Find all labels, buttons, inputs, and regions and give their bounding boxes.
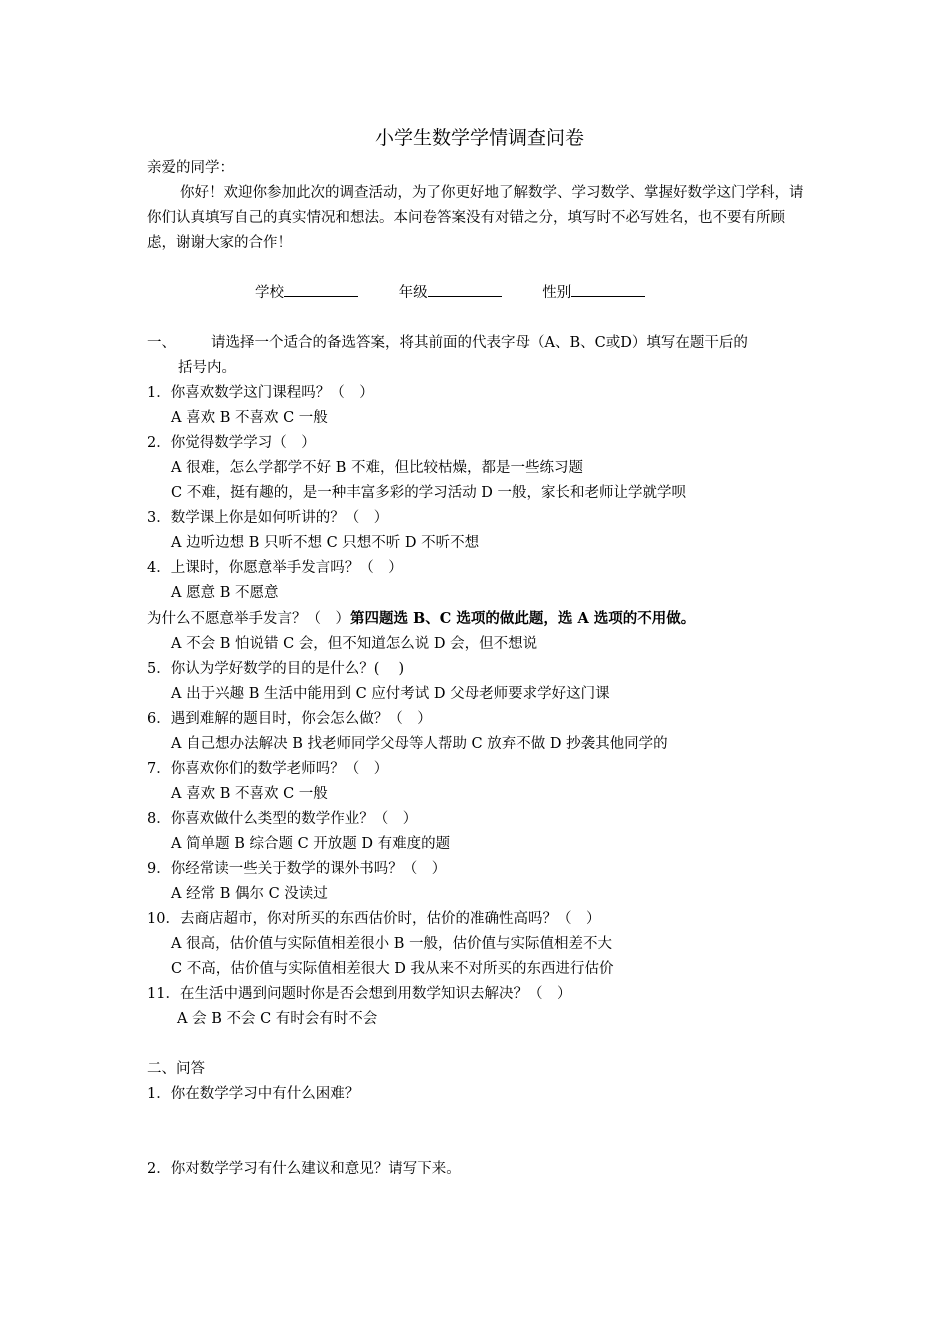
question-10-options-a-b: A 很高，估价值与实际值相差很小 B 一般，估价值与实际值相差不大: [171, 936, 612, 952]
question-11-options: A 会 B 不会 C 有时会有时不会: [177, 1011, 378, 1027]
question-7: 7．你喜欢你们的数学老师吗？（ ）: [147, 761, 389, 777]
section1-instruction-line1: 请选择一个适合的备选答案，将其前面的代表字母（A、B、C或D）填写在题干后的: [211, 335, 748, 351]
gender-label: 性别: [542, 285, 572, 301]
page-title: 小学生数学学情调查问卷: [374, 127, 584, 149]
intro-paragraph: 你好！欢迎你参加此次的调查活动，为了你更好地了解数学、学习数学、掌握好数学这门学科，请你们认真填写自己的真实情况和想法。本问卷答案没有对错之分，填写时不必写姓名，也不要有所顾虑，谢谢大家的合作！: [147, 185, 804, 251]
question-3: 3．数学课上你是如何听讲的？（ ）: [147, 510, 389, 526]
questionnaire-page: [147, 120, 812, 1182]
student-info-row: [147, 281, 812, 306]
question-4b-note: 第四题选 B、C 选项的做此题，选 A 选项的不用做。: [350, 610, 696, 627]
question-9: 9．你经常读一些关于数学的课外书吗？（ ）: [147, 861, 447, 877]
question-8-options: A 简单题 B 综合题 C 开放题 D 有难度的题: [171, 836, 451, 852]
question-4b-text: 为什么不愿意举手发言？（ ）: [147, 611, 350, 627]
grade-label: 年级: [398, 285, 428, 301]
section2-heading: 二、问答: [147, 1061, 205, 1077]
question-8: 8．你喜欢做什么类型的数学作业？（ ）: [147, 811, 418, 827]
open-question-1: 1．你在数学学习中有什么困难？: [147, 1086, 360, 1102]
school-field[interactable]: [255, 281, 358, 306]
question-2-options-c-d: C 不难，挺有趣的，是一种丰富多彩的学习活动 D 一般，家长和老师让学就学呗: [171, 485, 687, 501]
question-1: 1．你喜欢数学这门课程吗？（ ）: [147, 385, 374, 401]
grade-field[interactable]: [399, 281, 502, 306]
gender-blank[interactable]: [571, 281, 645, 297]
greeting: 亲爱的同学：: [147, 160, 234, 176]
question-6-options: A 自己想办法解决 B 找老师同学父母等人帮助 C 放弃不做 D 抄袭其他同学的: [171, 736, 668, 752]
question-10: 10．去商店超市，你对所买的东西估价时，估价的准确性高吗？（ ）: [147, 911, 601, 927]
school-label: 学校: [255, 285, 284, 301]
question-9-options: A 经常 B 偶尔 C 没读过: [171, 886, 328, 902]
section-gap: [147, 1032, 812, 1057]
answer-space-1[interactable]: [147, 1107, 812, 1157]
grade-blank[interactable]: [428, 281, 502, 297]
question-7-options: A 喜欢 B 不喜欢 C 一般: [171, 786, 328, 802]
question-6: 6．遇到难解的题目时，你会怎么做？（ ）: [147, 711, 432, 727]
section1-number: 一、: [147, 335, 176, 351]
school-blank[interactable]: [284, 281, 358, 297]
question-4b: [147, 606, 812, 632]
question-4: 4．上课时，你愿意举手发言吗？（ ）: [147, 560, 403, 576]
section1-instruction: [147, 331, 812, 356]
question-2-options-a-b: A 很难，怎么学都学不好 B 不难，但比较枯燥，都是一些练习题: [171, 460, 583, 476]
question-4-options: A 愿意 B 不愿意: [171, 585, 279, 601]
question-11: 11．在生活中遇到问题时你是否会想到用数学知识去解决？（ ）: [147, 986, 572, 1002]
question-5: 5．你认为学好数学的目的是什么？( ): [147, 661, 405, 677]
question-2: 2．你觉得数学学习（ ）: [147, 435, 316, 451]
question-1-options: A 喜欢 B 不喜欢 C 一般: [171, 410, 328, 426]
section1-instruction-line2: 括号内。: [178, 360, 236, 376]
question-3-options: A 边听边想 B 只听不想 C 只想不听 D 不听不想: [171, 535, 480, 551]
open-question-2: 2．你对数学学习有什么建议和意见？请写下来。: [147, 1161, 461, 1177]
question-4b-options: A 不会 B 怕说错 C 会，但不知道怎么说 D 会，但不想说: [171, 636, 538, 652]
question-10-options-c-d: C 不高，估价值与实际值相差很大 D 我从来不对所买的东西进行估价: [171, 961, 614, 977]
question-5-options: A 出于兴趣 B 生活中能用到 C 应付考试 D 父母老师要求学好这门课: [171, 686, 610, 702]
gender-field[interactable]: [542, 281, 645, 306]
